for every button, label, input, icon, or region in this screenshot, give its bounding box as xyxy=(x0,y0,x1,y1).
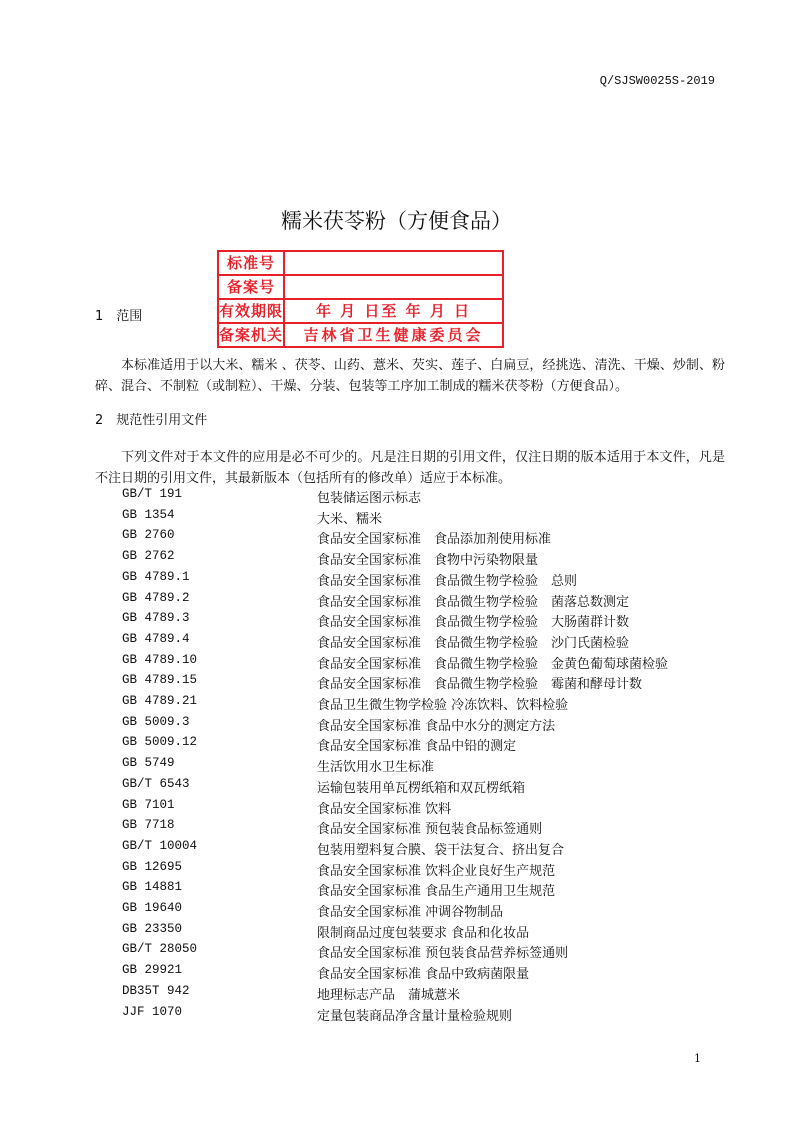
reference-code: GB 5009.3 xyxy=(122,714,190,729)
reference-code: GB 4789.1 xyxy=(122,569,190,584)
reference-title: 地理标志产品 蒲城薏米 xyxy=(317,987,461,1003)
stamp-row xyxy=(219,300,502,324)
reference-title: 包装储运图示标志 xyxy=(317,491,422,506)
reference-code: GB 5749 xyxy=(122,756,175,771)
reference-code: DB35T 942 xyxy=(122,983,190,998)
reference-code: GB 4789.21 xyxy=(122,694,198,708)
reference-title: 大米、糯米 xyxy=(317,511,383,527)
reference-code: GB 4789.3 xyxy=(122,611,190,626)
reference-title: 食品安全国家标准 食品微生物学检验 菌落总数测定 xyxy=(317,594,630,610)
reference-title: 食品安全国家标准 食品添加剂使用标准 xyxy=(317,532,552,548)
reference-title: 食品安全国家标准 饮料企业良好生产规范 xyxy=(317,863,556,879)
stamp-value xyxy=(285,276,502,298)
stamp-row xyxy=(219,252,502,276)
reference-title: 食品安全国家标准 食品微生物学检验 总则 xyxy=(317,573,578,589)
reference-code: GB 7101 xyxy=(122,797,175,812)
reference-title: 食品安全国家标准 食品微生物学检验 金黄色葡萄球菌检验 xyxy=(317,656,669,672)
stamp-row xyxy=(219,276,502,300)
reference-title: 运输包装用单瓦楞纸箱和双瓦楞纸箱 xyxy=(317,780,526,796)
reference-title: 食品安全国家标准 食品生产通用卫生规范 xyxy=(317,884,556,900)
reference-title: 食品安全国家标准 食品中致病菌限量 xyxy=(317,967,530,983)
reference-code: GB/T 10004 xyxy=(122,838,198,853)
reference-title: 生活饮用水卫生标准 xyxy=(317,760,435,776)
reference-title: 食品安全国家标准 食物中污染物限量 xyxy=(317,553,539,569)
reference-title: 食品安全国家标准 食品中铅的测定 xyxy=(317,739,517,755)
reference-code: GB 5009.12 xyxy=(122,735,198,750)
stamp-value xyxy=(285,252,502,274)
stamp-row xyxy=(219,324,502,346)
reference-title: 食品安全国家标准 食品微生物学检验 沙门氏菌检验 xyxy=(317,635,630,651)
references-paragraph: 下列文件对于本文件的应用是必不可少的。凡是注日期的引用文件，仅注日期的版本适用于本文件，凡是不注日期的引用文件，其最新版本（包括所有的修改单）适应于本标准。 xyxy=(95,450,725,486)
stamp-label: 备案机关 xyxy=(219,326,284,344)
reference-code: GB 12695 xyxy=(122,859,183,874)
stamp-value: 年 月 日至 年 月 日 xyxy=(315,302,472,320)
reference-title: 食品安全国家标准 饮料 xyxy=(317,801,452,817)
section-heading-normative-references: 2 规范性引用文件 xyxy=(95,413,208,428)
reference-code: GB 4789.10 xyxy=(122,652,198,667)
reference-code: GB/T 6543 xyxy=(122,776,190,791)
reference-title: 食品安全国家标准 食品微生物学检验 霉菌和酵母计数 xyxy=(317,677,643,693)
reference-code: GB 23350 xyxy=(122,921,183,936)
stamp-value: 吉林省卫生健康委员会 xyxy=(303,326,484,344)
scope-paragraph: 本标准适用于以大米、糯米 、茯苓、山药、薏米、芡实、莲子、白扁豆，经挑选、清洗、干燥、炒制、粉碎、混合、不制粒（或制粒）、干燥、分装、包装等工序加工制成的糯米茯苓粉（方便食品）。 xyxy=(95,358,725,394)
reference-code: GB/T 191 xyxy=(122,487,183,501)
reference-title: 包装用塑料复合膜、袋干法复合、挤出复合 xyxy=(317,842,565,858)
reference-title: 食品安全国家标准 冲调谷物制品 xyxy=(317,905,504,920)
reference-code: GB 2760 xyxy=(122,528,175,543)
reference-title: 食品安全国家标准 预包装食品标签通则 xyxy=(317,822,543,838)
reference-code: GB 7718 xyxy=(122,818,175,833)
reference-code: GB 4789.4 xyxy=(122,631,190,646)
reference-code: GB 2762 xyxy=(122,549,175,564)
reference-code: GB 4789.15 xyxy=(122,673,198,688)
stamp-label: 标准号 xyxy=(219,252,285,274)
reference-code: GB 4789.2 xyxy=(122,590,190,605)
reference-code: GB 29921 xyxy=(122,963,183,978)
reference-code: GB/T 28050 xyxy=(122,942,198,957)
document-number: Q/SJSW0025S-2019 xyxy=(599,74,715,88)
reference-title: 定量包装商品净含量计量检验规则 xyxy=(317,1008,513,1024)
page-number: 1 xyxy=(694,1052,701,1065)
reference-title: 限制商品过度包装要求 食品和化妆品 xyxy=(317,925,530,941)
document-title: 糯米茯苓粉（方便食品） xyxy=(281,209,512,233)
stamp-label: 备案号 xyxy=(219,276,285,298)
reference-title: 食品安全国家标准 预包装食品营养标签通则 xyxy=(317,946,569,962)
reference-title: 食品安全国家标准 食品微生物学检验 大肠菌群计数 xyxy=(317,615,630,631)
stamp-label: 有效期限 xyxy=(219,302,284,320)
reference-code: GB 19640 xyxy=(122,901,183,915)
reference-title: 食品安全国家标准 食品中水分的测定方法 xyxy=(317,718,556,734)
filing-stamp xyxy=(217,250,504,348)
reference-code: GB 1354 xyxy=(122,507,175,522)
reference-code: JJF 1070 xyxy=(122,1004,183,1019)
section-heading-scope: 1 范围 xyxy=(95,309,143,324)
reference-code: GB 14881 xyxy=(122,880,183,895)
reference-title: 食品卫生微生物学检验 冷冻饮料、饮料检验 xyxy=(317,698,569,713)
